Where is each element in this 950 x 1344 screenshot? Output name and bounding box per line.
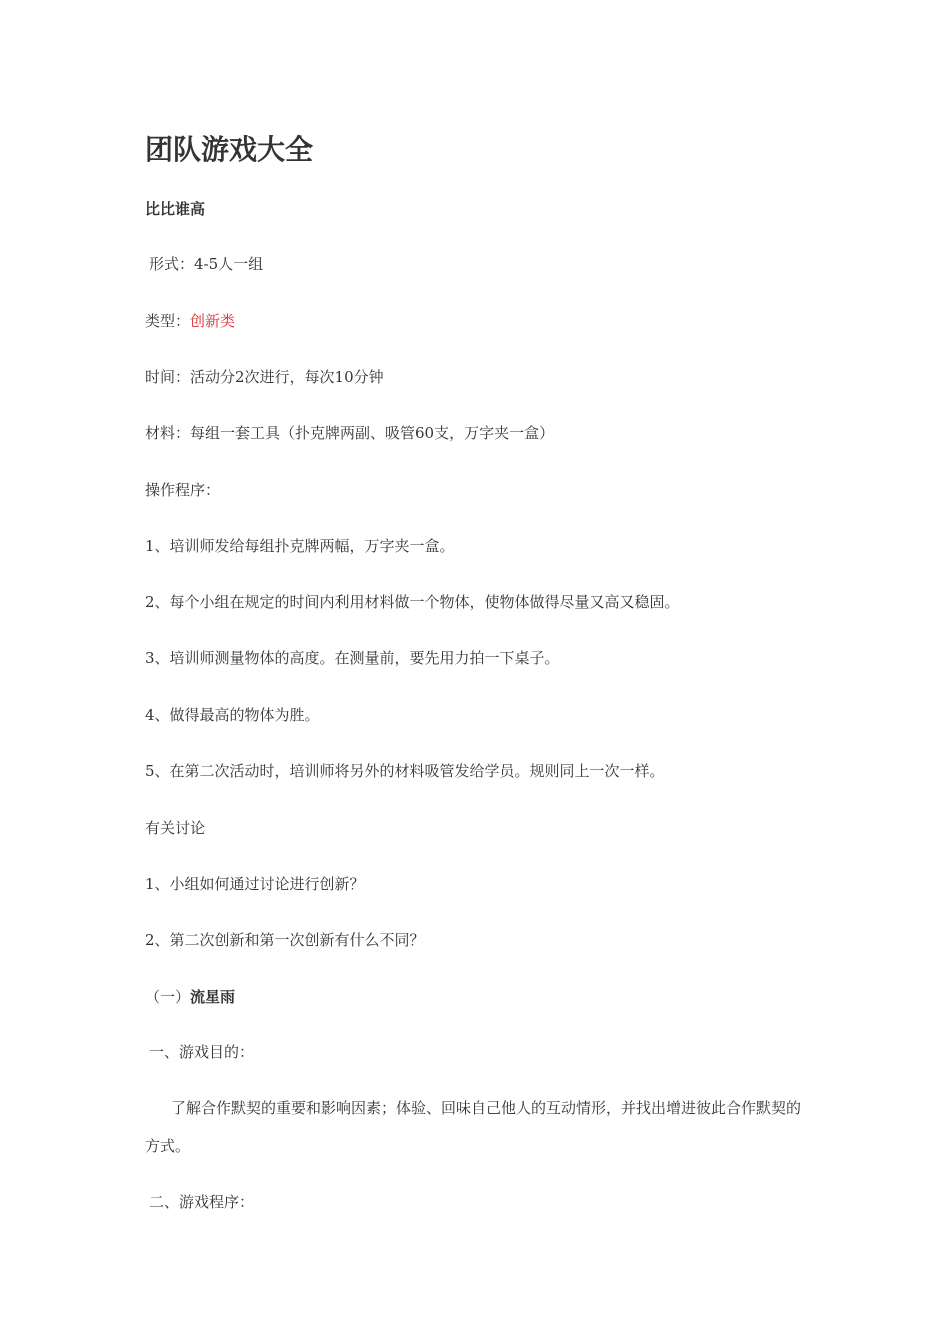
discussion-item: 1、小组如何通过讨论进行创新？ (145, 875, 365, 893)
goal-paragraph: 了解合作默契的重要和影响因素；体验、回味自己他人的互动情形，并找出增进彼此合作默契的方式。 (145, 1099, 802, 1155)
form-line: 形式：4-5人一组 (149, 255, 264, 273)
time-line: 时间：活动分2次进行，每次10分钟 (145, 368, 384, 386)
materials-line: 材料：每组一套工具（扑克牌两副、吸管60支，万字夹一盒） (145, 424, 555, 442)
step-item: 1、培训师发给每组扑克牌两幅，万字夹一盒。 (145, 537, 455, 555)
game-heading-liuxingyu (145, 987, 235, 1007)
section-title: 流星雨 (190, 988, 236, 1006)
type-value: 创新类 (190, 312, 236, 330)
procedure-heading-2: 二、游戏程序： (149, 1193, 255, 1211)
step-item: 5、在第二次活动时，培训师将另外的材料吸管发给学员。规则同上一次一样。 (145, 762, 665, 780)
type-line (145, 311, 235, 331)
discussion-item: 2、第二次创新和第一次创新有什么不同？ (145, 931, 425, 949)
type-label: 类型： (145, 312, 191, 330)
step-item: 4、做得最高的物体为胜。 (145, 706, 320, 724)
section-prefix: （一） (145, 988, 191, 1006)
step-item: 2、每个小组在规定的时间内利用材料做一个物体，使物体做得尽量又高又稳固。 (145, 593, 680, 611)
discussion-heading: 有关讨论 (145, 819, 206, 837)
game-heading-bibishuigao: 比比谁高 (145, 200, 206, 218)
procedure-heading: 操作程序： (145, 481, 221, 499)
page-title: 团队游戏大全 (145, 133, 314, 166)
step-item: 3、培训师测量物体的高度。在测量前，要先用力拍一下桌子。 (145, 649, 560, 667)
goal-heading: 一、游戏目的： (149, 1043, 255, 1061)
